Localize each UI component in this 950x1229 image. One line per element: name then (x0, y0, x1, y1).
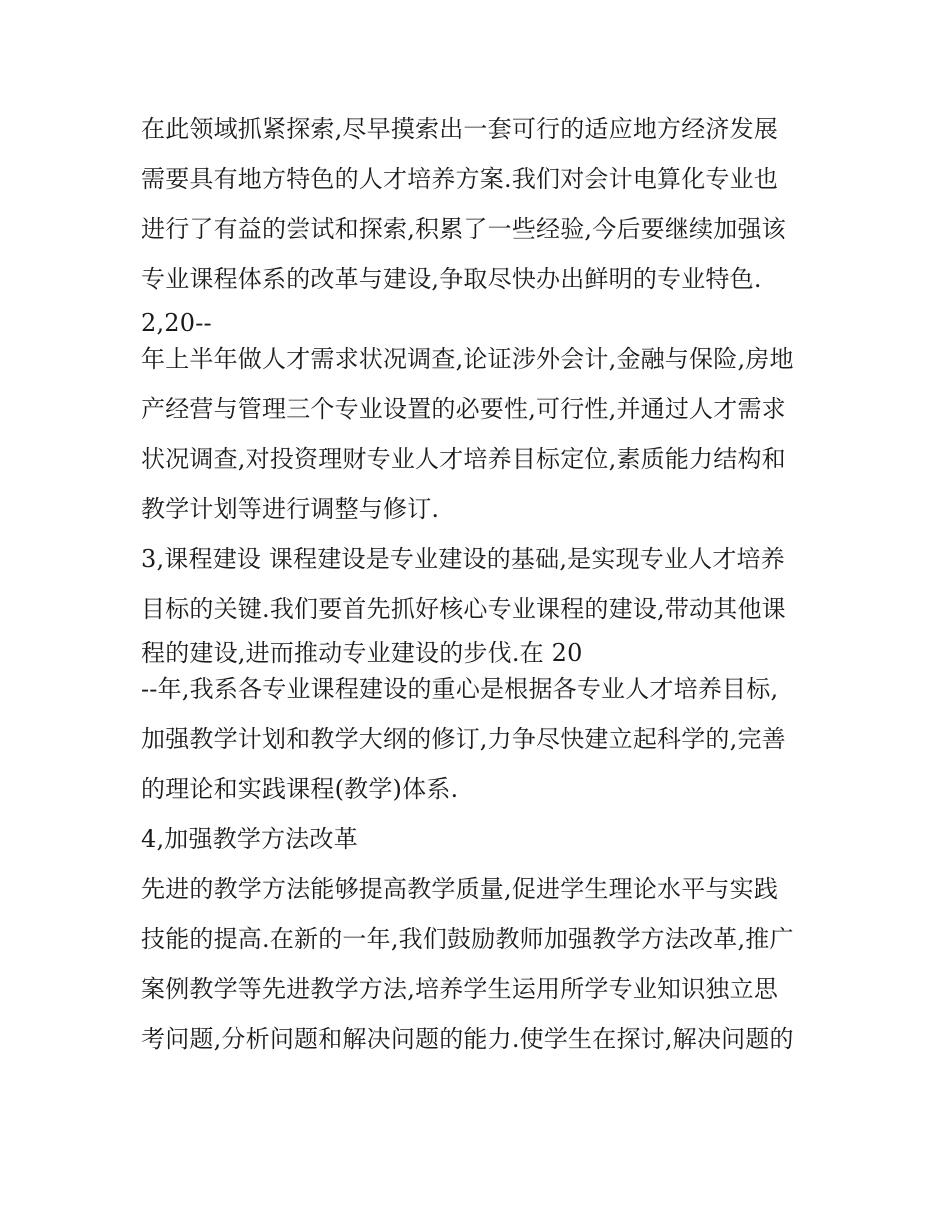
text-line: 需要具有地方特色的人才培养方案.我们对会计电算化专业也 (141, 165, 779, 193)
text-line: 目标的关键.我们要首先抓好核心专业课程的建设,带动其他课 (141, 595, 786, 623)
text-line: 加强教学计划和教学大纲的修订,力争尽快建立起科学的,完善 (141, 725, 786, 753)
text-line: 进行了有益的尝试和探索,积累了一些经验,今后要继续加强该 (141, 215, 786, 243)
text-line: 年上半年做人才需求状况调查,论证涉外会计,金融与保险,房地 (141, 345, 794, 373)
text-line: 4,加强教学方法改革 (141, 825, 358, 853)
text-line: 产经营与管理三个专业设置的必要性,可行性,并通过人才需求 (141, 395, 786, 423)
document-body (141, 108, 821, 1068)
text-line: 教学计划等进行调整与修订. (141, 495, 440, 523)
text-line: 专业课程体系的改革与建设,争取尽快办出鲜明的专业特色. (141, 265, 762, 293)
text-line: 3,课程建设 课程建设是专业建设的基础,是实现专业人才培养 (141, 545, 785, 573)
text-line: 技能的提高.在新的一年,我们鼓励教师加强教学方法改革,推广 (141, 925, 794, 953)
text-line: 考问题,分析问题和解决问题的能力.使学生在探讨,解决问题的 (141, 1025, 794, 1053)
text-line: 2,20-- (141, 309, 212, 337)
text-line: 先进的教学方法能够提高教学质量,促进学生理论水平与实践 (141, 875, 779, 903)
text-line: 在此领域抓紧探索,尽早摸索出一套可行的适应地方经济发展 (141, 115, 779, 143)
text-line: 案例教学等先进教学方法,培养学生运用所学专业知识独立思 (141, 975, 779, 1003)
text-line: 状况调查,对投资理财专业人才培养目标定位,素质能力结构和 (141, 445, 786, 473)
text-line: --年,我系各专业课程建设的重心是根据各专业人才培养目标, (141, 675, 779, 703)
text-line: 的理论和实践课程(教学)体系. (141, 775, 459, 803)
text-line: 程的建设,进而推动专业建设的步伐.在 20 (141, 639, 583, 667)
